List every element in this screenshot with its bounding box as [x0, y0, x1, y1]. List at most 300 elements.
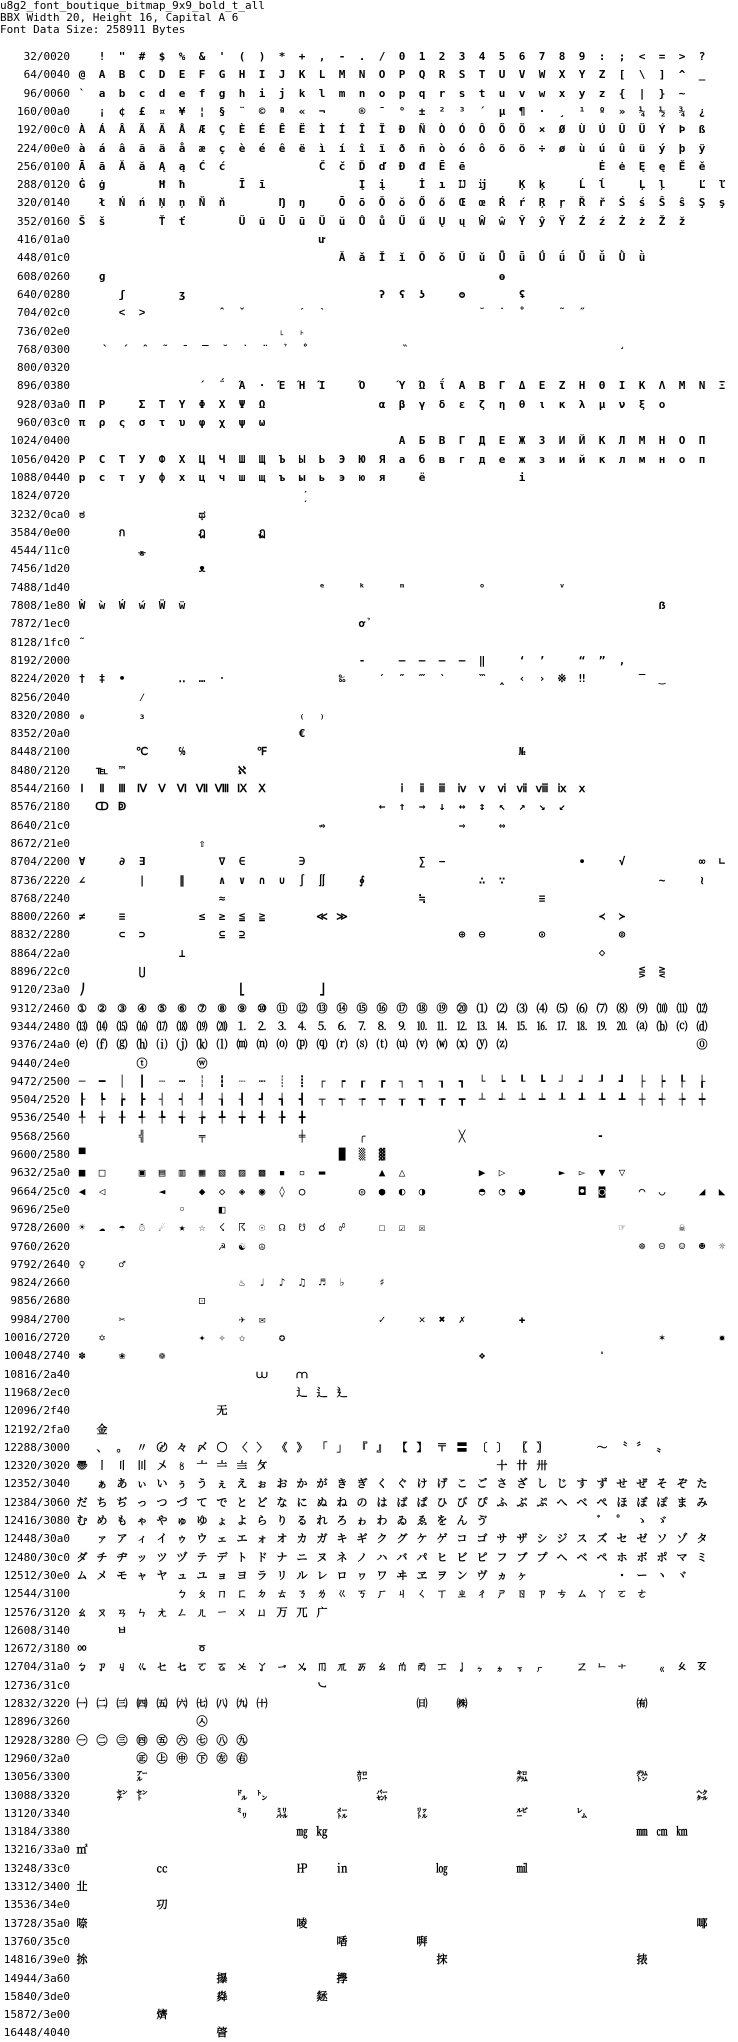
glyph-cell: ņ	[178, 196, 186, 210]
row-offset-label: 13184/3380	[3, 1825, 70, 1839]
glyph-cell: ヘ	[556, 1550, 568, 1564]
glyph-cell: ゐ	[396, 1514, 408, 1527]
glyph-cell: ㉦	[196, 1715, 208, 1729]
glyph-cell: Ŕ	[498, 196, 506, 210]
glyph-row	[0, 249, 738, 267]
glyph-row	[0, 1036, 738, 1054]
glyph-cell: レ	[316, 1568, 328, 1582]
glyph-cell: ⒐	[396, 1019, 408, 1033]
glyph-row	[0, 1695, 738, 1713]
glyph-cell: −	[438, 855, 446, 869]
glyph-cell: ㄌ	[316, 1587, 328, 1601]
glyph-cell: ⒏	[376, 1019, 388, 1033]
glyph-cell: ㆯ	[376, 1660, 388, 1674]
glyph-cell: ぅ	[176, 1477, 188, 1491]
glyph-cell: ┧	[218, 1093, 226, 1107]
glyph-cell: θ	[518, 397, 526, 411]
glyph-cell: ⒬	[316, 1038, 328, 1052]
glyph-cell: Щ	[258, 452, 266, 466]
glyph-cell: ∈	[238, 855, 246, 869]
glyph-cell: ┃	[138, 1074, 146, 1088]
glyph-cell: ⑵	[496, 1001, 508, 1015]
glyph-cell: ㄑ	[416, 1587, 428, 1601]
glyph-row	[0, 1347, 738, 1365]
row-offset-label: 12416/3080	[3, 1514, 70, 1527]
glyph-cell: ☁	[98, 1221, 106, 1235]
glyph-row	[0, 1567, 738, 1585]
glyph-cell: ᇂ	[136, 544, 148, 558]
glyph-cell: ĺ	[598, 178, 606, 192]
glyph-cell: ※	[557, 672, 567, 686]
glyph-cell: ė	[618, 159, 626, 173]
glyph-cell: ㆀ	[76, 1642, 88, 1656]
glyph-cell: べ	[576, 1495, 588, 1509]
glyph-cell: ℡	[96, 763, 108, 777]
glyph-cell: ㄊ	[276, 1587, 288, 1601]
glyph-cell: ┈	[238, 1074, 246, 1088]
glyph-cell: Þ	[678, 123, 686, 137]
glyph-cell: Á	[98, 123, 106, 137]
glyph-cell: ▽	[618, 1166, 626, 1180]
glyph-row	[0, 1329, 738, 1347]
row-offset-label: 9504/2520	[10, 1093, 70, 1107]
glyph-cell: ウ	[196, 1532, 208, 1546]
glyph-cell: ŷ	[538, 214, 546, 228]
glyph-cell: ユ	[196, 1568, 208, 1582]
glyph-row	[0, 542, 738, 560]
glyph-cell: ⅵ	[497, 782, 507, 795]
glyph-cell: ě	[698, 159, 706, 173]
glyph-row	[0, 1622, 738, 1640]
glyph-cell: ⒅	[176, 1019, 188, 1033]
glyph-cell: а	[398, 452, 406, 466]
glyph-cell: ┙	[578, 1074, 586, 1088]
glyph-cell: Ф	[158, 452, 166, 466]
glyph-cell: ド	[256, 1550, 268, 1564]
row-offset-label: 10016/2720	[3, 1331, 70, 1344]
glyph-cell: Ŋ	[278, 196, 286, 210]
glyph-cell: f	[198, 86, 206, 100]
glyph-cell: ッ	[136, 1550, 148, 1564]
glyph-row	[0, 103, 738, 121]
glyph-cell: ㆧ	[216, 1660, 228, 1674]
glyph-cell: =	[658, 50, 666, 63]
glyph-cell	[192, 341, 212, 359]
row-offset-label: 12928/3280	[3, 1733, 70, 1747]
glyph-cell: Ê	[278, 123, 286, 137]
glyph-cell: ヵ	[496, 1568, 508, 1582]
glyph-cell: マ	[676, 1550, 688, 1564]
glyph-cell: ㆨ	[236, 1660, 248, 1674]
glyph-cell: ㎡	[76, 1843, 88, 1857]
glyph-cell: &	[198, 50, 206, 63]
glyph-cell: ⑲	[436, 1001, 448, 1015]
glyph-row	[0, 1988, 738, 2006]
glyph-row	[0, 487, 738, 505]
glyph-cell: ㄦ	[196, 1605, 208, 1619]
glyph-cell: 、	[96, 1440, 108, 1454]
glyph-cell: ✦	[198, 1331, 206, 1344]
row-offset-label: 9472/2500	[10, 1074, 70, 1088]
glyph-cell: ㄢ	[116, 1605, 128, 1619]
row-offset-label: 13312/3400	[3, 1880, 70, 1893]
glyph-cell: ┑	[418, 1074, 426, 1088]
glyph-cell: ▒	[358, 1148, 366, 1161]
glyph-cell: ú	[598, 141, 606, 155]
glyph-cell: ⒉	[256, 1019, 268, 1033]
glyph-cell: Ĺ	[578, 178, 586, 192]
glyph-cell: ♫	[298, 1276, 306, 1290]
glyph-row	[0, 1768, 738, 1786]
glyph-cell: ①	[77, 1001, 87, 1015]
glyph-cell: o	[378, 86, 386, 100]
glyph-cell: ⑸	[556, 1001, 568, 1015]
glyph-cell: ă	[138, 159, 146, 173]
glyph-cell: 〢	[116, 1459, 128, 1473]
glyph-cell: )	[258, 50, 266, 63]
glyph-cell: ─	[78, 1074, 86, 1088]
glyph-cell: ╣	[138, 1129, 146, 1143]
glyph-cell: б	[418, 452, 426, 466]
row-offset-label: 96/0060	[23, 86, 70, 100]
glyph-cell: ;	[618, 50, 626, 63]
glyph-cell: 㧠	[76, 1953, 88, 1967]
glyph-cell: ª	[278, 104, 286, 118]
glyph-cell: ˪	[278, 324, 286, 338]
glyph-row	[0, 432, 738, 450]
glyph-cell: ◓	[478, 1184, 486, 1198]
glyph-cell: Έ	[278, 379, 286, 393]
row-offset-label: 7488/1d40	[10, 580, 70, 594]
glyph-cell: ‵	[438, 672, 446, 686]
glyph-cell: ㄍ	[336, 1587, 348, 1601]
glyph-row	[0, 1091, 738, 1109]
glyph-cell: ず	[596, 1477, 608, 1491]
glyph-cell: К	[598, 434, 606, 448]
glyph-cell: ’	[538, 653, 546, 667]
glyph-cell: ŋ	[298, 196, 306, 210]
glyph-cell: ⒜	[636, 1019, 648, 1033]
glyph-cell: ㆽ	[696, 1660, 708, 1674]
glyph-cell: ㄋ	[296, 1587, 308, 1601]
glyph-cell: ¾	[678, 104, 686, 118]
glyph-cell: ひ	[436, 1495, 448, 1509]
glyph-cell: ネ	[336, 1550, 348, 1564]
glyph-cell: ハ	[376, 1550, 388, 1564]
glyph-cell: Š	[78, 214, 86, 228]
row-offset-label: 3584/0e00	[10, 525, 70, 539]
glyph-row	[0, 1896, 738, 1914]
row-offset-label: 32/0020	[23, 50, 70, 63]
glyph-row	[0, 1860, 738, 1878]
glyph-cell: ⅲ	[438, 782, 446, 795]
glyph-cell: i	[258, 86, 266, 100]
glyph-cell: Б	[418, 434, 426, 448]
glyph-cell: ¶	[518, 104, 526, 118]
glyph-cell: ī	[258, 178, 266, 192]
glyph-cell: ╆	[198, 1111, 206, 1125]
glyph-cell: ♬	[318, 1276, 326, 1290]
row-offset-label: 13728/35a0	[3, 1916, 70, 1930]
glyph-cell: ч	[218, 470, 226, 484]
glyph-cell: Ť	[158, 214, 166, 228]
glyph-cell: ビ	[456, 1550, 468, 1564]
glyph-cell: ぴ	[476, 1495, 488, 1509]
glyph-cell: Ć	[198, 159, 206, 173]
glyph-cell: “	[578, 653, 586, 667]
glyph-cell: ⑷	[536, 1001, 548, 1015]
glyph-cell: Ǔ	[458, 251, 466, 265]
glyph-cell: Ç	[218, 123, 226, 137]
glyph-cell: 6	[518, 50, 526, 63]
glyph-cell: ㆹ	[596, 1660, 608, 1674]
glyph-cell: ⒇	[216, 1019, 228, 1033]
glyph-cell: ″	[398, 672, 406, 686]
row-offset-label: 15840/3de0	[3, 1989, 70, 2003]
glyph-cell: ね	[336, 1495, 348, 1509]
glyph-cell: 9	[578, 50, 586, 63]
glyph-cell: ┛	[618, 1074, 626, 1088]
glyph-cell: @	[78, 68, 86, 82]
glyph-cell: ῀	[78, 635, 86, 649]
glyph-cell: ×	[538, 123, 546, 137]
glyph-cell: あ	[116, 1477, 128, 1491]
row-offset-label: 352/0160	[17, 214, 70, 228]
glyph-cell: メ	[96, 1568, 108, 1582]
glyph-cell: ㄎ	[356, 1587, 368, 1601]
glyph-cell: ホ	[616, 1550, 628, 1564]
glyph-cell: γ	[418, 397, 426, 411]
glyph-cell: う	[196, 1477, 208, 1491]
glyph-cell: ☞	[618, 1221, 626, 1235]
glyph-cell: 3	[458, 50, 466, 63]
glyph-cell: ฎ	[198, 525, 206, 539]
glyph-cell: ъ	[278, 470, 286, 484]
glyph-cell: ┫	[298, 1093, 306, 1107]
glyph-cell: '	[218, 50, 226, 63]
glyph-cell: Y	[578, 68, 586, 82]
glyph-row	[0, 1457, 738, 1475]
glyph-cell: 〤	[156, 1459, 168, 1473]
glyph-cell: _	[698, 68, 706, 82]
glyph-cell: 〃	[136, 1440, 148, 1454]
glyph-cell: Ǚ	[578, 251, 586, 265]
glyph-cell: ┼	[638, 1093, 646, 1107]
row-offset-label: 12544/3100	[3, 1587, 70, 1601]
glyph-cell: ↁ	[117, 800, 127, 814]
glyph-cell: ²	[438, 104, 446, 118]
glyph-cell: ト	[236, 1550, 248, 1564]
glyph-cell: A	[98, 68, 106, 82]
glyph-cell: チ	[96, 1550, 108, 1564]
glyph-cell: ≫	[336, 910, 348, 924]
glyph-cell: ㄕ	[496, 1587, 508, 1601]
glyph-cell: ゛	[596, 1514, 608, 1527]
glyph-cell: 】	[416, 1440, 428, 1454]
glyph-cell: ム	[76, 1568, 88, 1582]
glyph-cell: ο	[658, 397, 666, 411]
glyph-cell: ㄘ	[556, 1587, 568, 1601]
glyph-cell: ✈	[238, 1312, 246, 1326]
glyph-cell: ⅰ	[400, 782, 404, 795]
glyph-cell: へ	[556, 1495, 568, 1509]
glyph-cell: «	[298, 104, 306, 118]
row-offset-label: 9568/2560	[10, 1129, 70, 1143]
row-offset-label: 12704/31a0	[3, 1660, 70, 1674]
glyph-cell: Ŏ	[378, 196, 386, 210]
glyph-cell: ╄	[158, 1111, 166, 1125]
glyph-cell: イ	[156, 1532, 168, 1546]
glyph-cell: ǖ	[518, 251, 526, 265]
glyph-cell: ΄	[198, 379, 206, 393]
glyph-cell: ヽ	[656, 1568, 668, 1582]
glyph-cell: ☯	[238, 1239, 246, 1253]
glyph-cell: •	[118, 672, 126, 686]
row-offset-label: 9760/2620	[10, 1239, 70, 1253]
glyph-cell: Η	[578, 379, 586, 393]
glyph-cell: µ	[498, 104, 506, 118]
glyph-cell: ó	[458, 141, 466, 155]
glyph-cell: █	[338, 1148, 346, 1161]
glyph-cell: ㌣	[136, 1788, 148, 1802]
glyph-cell: ∂	[118, 855, 126, 869]
row-offset-label: 12288/3000	[3, 1440, 70, 1454]
glyph-cell: #	[138, 50, 146, 63]
glyph-cell: ぐ	[396, 1477, 408, 1491]
glyph-cell: ㍍	[336, 1806, 348, 1820]
glyph-cell: ㎏	[316, 1825, 328, 1839]
glyph-cell: â	[118, 141, 126, 155]
glyph-cell: Ũ	[238, 214, 246, 228]
glyph-cell: m	[338, 86, 346, 100]
glyph-cell: ㆤ	[156, 1660, 168, 1674]
glyph-cell: Ό	[358, 379, 366, 393]
glyph-cell: げ	[436, 1477, 448, 1491]
glyph-cell: ⑪	[276, 1001, 288, 1015]
glyph-cell: 〡	[96, 1459, 108, 1473]
glyph-cell: ㍑	[416, 1806, 428, 1820]
glyph-cell: у	[138, 470, 146, 484]
glyph-cell: Э	[338, 452, 346, 466]
glyph-cell: ⒝	[656, 1019, 668, 1033]
glyph-cell: Ά	[238, 379, 246, 393]
glyph-cell: <	[638, 50, 646, 63]
glyph-row	[0, 2024, 738, 2042]
row-offset-label: 12832/3220	[3, 1697, 70, 1710]
row-offset-label: 9312/2460	[10, 1001, 70, 1015]
glyph-cell: ⋛	[658, 965, 666, 978]
glyph-cell: ⻍	[316, 1385, 328, 1399]
glyph-row	[0, 945, 738, 963]
glyph-cell: ㏌	[336, 1861, 348, 1875]
glyph-cell: ư	[318, 233, 326, 246]
glyph-cell: u	[498, 86, 506, 100]
glyph-cell: ⑧	[217, 1001, 227, 1015]
glyph-cell: ⑴	[476, 1001, 488, 1015]
glyph-cell: ´	[478, 104, 486, 118]
glyph-cell: ∇	[218, 855, 226, 869]
glyph-cell: デ	[216, 1550, 228, 1564]
glyph-cell: ル	[296, 1568, 308, 1582]
glyph-cell: プ	[536, 1550, 548, 1564]
glyph-cell: ⑦	[197, 1001, 207, 1015]
glyph-cell: ギ	[356, 1532, 368, 1546]
row-offset-label: 9696/25e0	[10, 1202, 70, 1216]
glyph-cell: ㆺ	[616, 1660, 628, 1674]
glyph-cell: ę	[658, 159, 666, 173]
glyph-cell: ų	[458, 214, 466, 228]
glyph-cell: Č	[318, 159, 326, 173]
glyph-cell: ⑫	[296, 1001, 308, 1015]
glyph-cell: ⑬	[316, 1001, 328, 1015]
glyph-row	[0, 1640, 738, 1658]
glyph-cell: ^	[678, 68, 686, 82]
glyph-cell: ワ	[376, 1568, 388, 1582]
glyph-cell: ⊥	[178, 946, 186, 960]
glyph-cell: ぜ	[636, 1477, 648, 1491]
glyph-cell: ◀	[78, 1184, 86, 1198]
glyph-cell: ㊃	[136, 1733, 148, 1747]
glyph-cell: ◊	[278, 1184, 286, 1198]
glyph-cell: Ï	[378, 123, 386, 137]
glyph-cell: œ	[478, 196, 486, 210]
glyph-cell: ш	[238, 470, 246, 484]
glyph-cell: ┣	[138, 1093, 146, 1107]
glyph-cell: ㄐ	[396, 1587, 408, 1601]
glyph-cell: ┎	[358, 1074, 366, 1088]
glyph-cell: æ	[198, 141, 206, 155]
glyph-cell: ∟	[718, 855, 726, 869]
glyph-cell	[292, 487, 312, 505]
glyph-cell: ▩	[258, 1166, 266, 1180]
glyph-cell: ┷	[538, 1093, 546, 1107]
glyph-cell: ㊅	[176, 1733, 188, 1747]
glyph-cell: ㊈	[236, 1733, 248, 1747]
glyph-cell: ⑼	[636, 1001, 648, 1015]
glyph-cell: ゞ	[656, 1514, 668, 1527]
row-offset-label: 256/0100	[17, 159, 70, 173]
glyph-cell: ┏	[378, 1074, 386, 1088]
glyph-cell: ュ	[176, 1568, 188, 1582]
glyph-cell: ǔ	[478, 251, 486, 265]
glyph-cell: ι	[538, 397, 546, 411]
glyph-cell: ├	[638, 1074, 646, 1088]
glyph-cell: き	[336, 1477, 348, 1491]
row-offset-label: 9856/2680	[10, 1294, 70, 1308]
glyph-cell: ㆸ	[576, 1660, 588, 1674]
glyph-cell: ピ	[476, 1550, 488, 1564]
glyph-cell: ㌍	[356, 1770, 368, 1784]
row-offset-label: 8576/2180	[10, 800, 70, 814]
glyph-cell: K	[298, 68, 306, 82]
glyph-row	[0, 414, 738, 432]
glyph-cell: ¤	[158, 104, 166, 118]
glyph-cell: ◉	[258, 1184, 266, 1198]
glyph-cell: Û	[618, 123, 626, 137]
glyph-cell: 〺	[536, 1459, 548, 1473]
glyph-cell: ヂ	[116, 1550, 128, 1564]
glyph-cell: ┋	[298, 1074, 306, 1088]
glyph-cell: ⒖	[516, 1019, 528, 1033]
glyph-cell: Μ	[678, 379, 686, 393]
glyph-cell: Ǖ	[498, 251, 506, 265]
glyph-cell: 1	[418, 50, 426, 63]
glyph-cell: J	[278, 68, 286, 82]
glyph-cell: ╂	[118, 1111, 126, 1125]
glyph-cell: ②	[97, 1001, 107, 1015]
glyph-cell: ₀	[78, 708, 86, 722]
glyph-cell: ♭	[338, 1276, 346, 1290]
